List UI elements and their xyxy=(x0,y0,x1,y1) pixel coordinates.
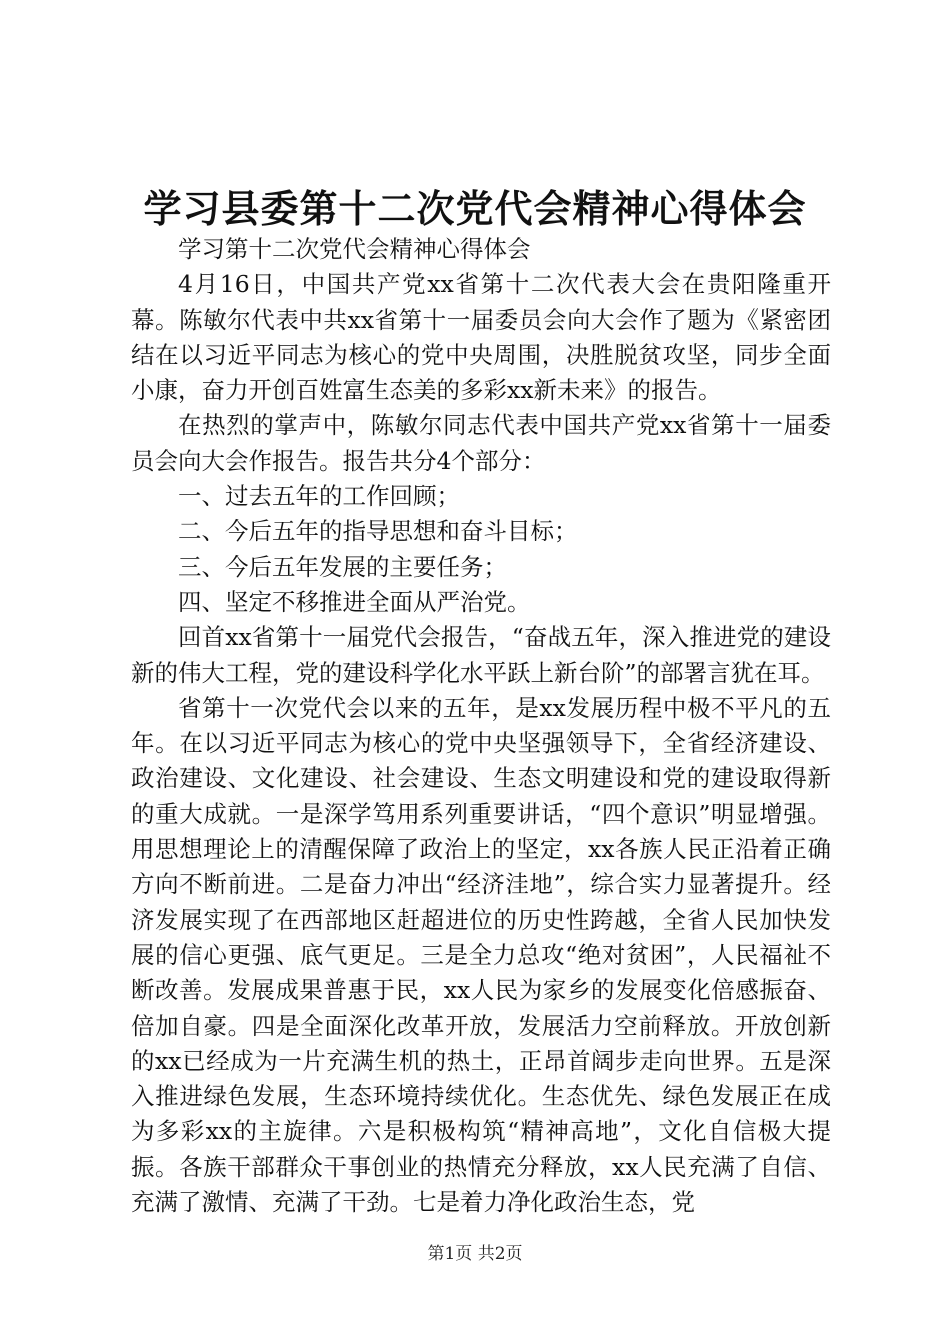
paragraph: 省第十一次党代会以来的五年，是xx发展历程中极不平凡的五年。在以习近平同志为核心的党中央坚强领导下，全省经济建设、政治建设、文化建设、社会建设、生态文明建设和党的建设取得新的重大成就。一是深学笃用系列重要讲话，“四个意识”明显增强。用思想理论上的清醒保障了政治上的坚定，xx各族人民正沿着正确方向不断前进。二是奋力冲出“经济洼地”，综合实力显著提升。经济发展实现了在西部地区赶超进位的历史性跨越，全省人民加快发展的信心更强、底气更足。三是全力总攻“绝对贫困”，人民福祉不断改善。发展成果普惠于民，xx人民为家乡的发展变化倍感振奋、倍加自豪。四是全面深化改革开放，发展活力空前释放。开放创新的xx已经成为一片充满生机的热土，正昂首阔步走向世界。五是深入推进绿色发展，生态环境持续优化。生态优先、绿色发展正在成为多彩xx的主旋律。六是积极构筑“精神高地”，文化自信极大提振。各族干部群众干事创业的热情充分释放，xx人民充满了自信、充满了激情、充满了干劲。七是着力净化政治生态，党 xyxy=(131,693,831,1217)
paragraph: 在热烈的掌声中，陈敏尔同志代表中国共产党xx省第十一届委员会向大会作报告。报告共分4个部分： xyxy=(131,411,831,475)
document-body xyxy=(131,232,831,1220)
list-item: 三、今后五年发展的主要任务； xyxy=(178,552,507,581)
list-item: 二、今后五年的指导思想和奋斗目标； xyxy=(178,517,578,546)
paragraph: 学习第十二次党代会精神心得体会 xyxy=(178,235,531,263)
list-item: 一、过去五年的工作回顾； xyxy=(178,482,460,511)
paragraph: 回首xx省第十一届党代会报告，“奋战五年，深入推进党的建设新的伟大工程，党的建设科学化水平跃上新台阶”的部署言犹在耳。 xyxy=(131,623,831,687)
paragraph: 4月16日，中国共产党xx省第十二次代表大会在贵阳隆重开幕。陈敏尔代表中共xx省第十一届委员会向大会作了题为《紧密团结在以习近平同志为核心的党中央周围，决胜脱贫攻坚，同步全面小康，奋力开创百姓富生态美的多彩xx新未来》的报告。 xyxy=(131,270,831,405)
document-title: 学习县委第十二次党代会精神心得体会 xyxy=(143,186,807,231)
list-item: 四、坚定不移推进全面从严治党。 xyxy=(178,587,531,616)
page-number-footer: 第1页 共2页 xyxy=(427,1244,523,1264)
